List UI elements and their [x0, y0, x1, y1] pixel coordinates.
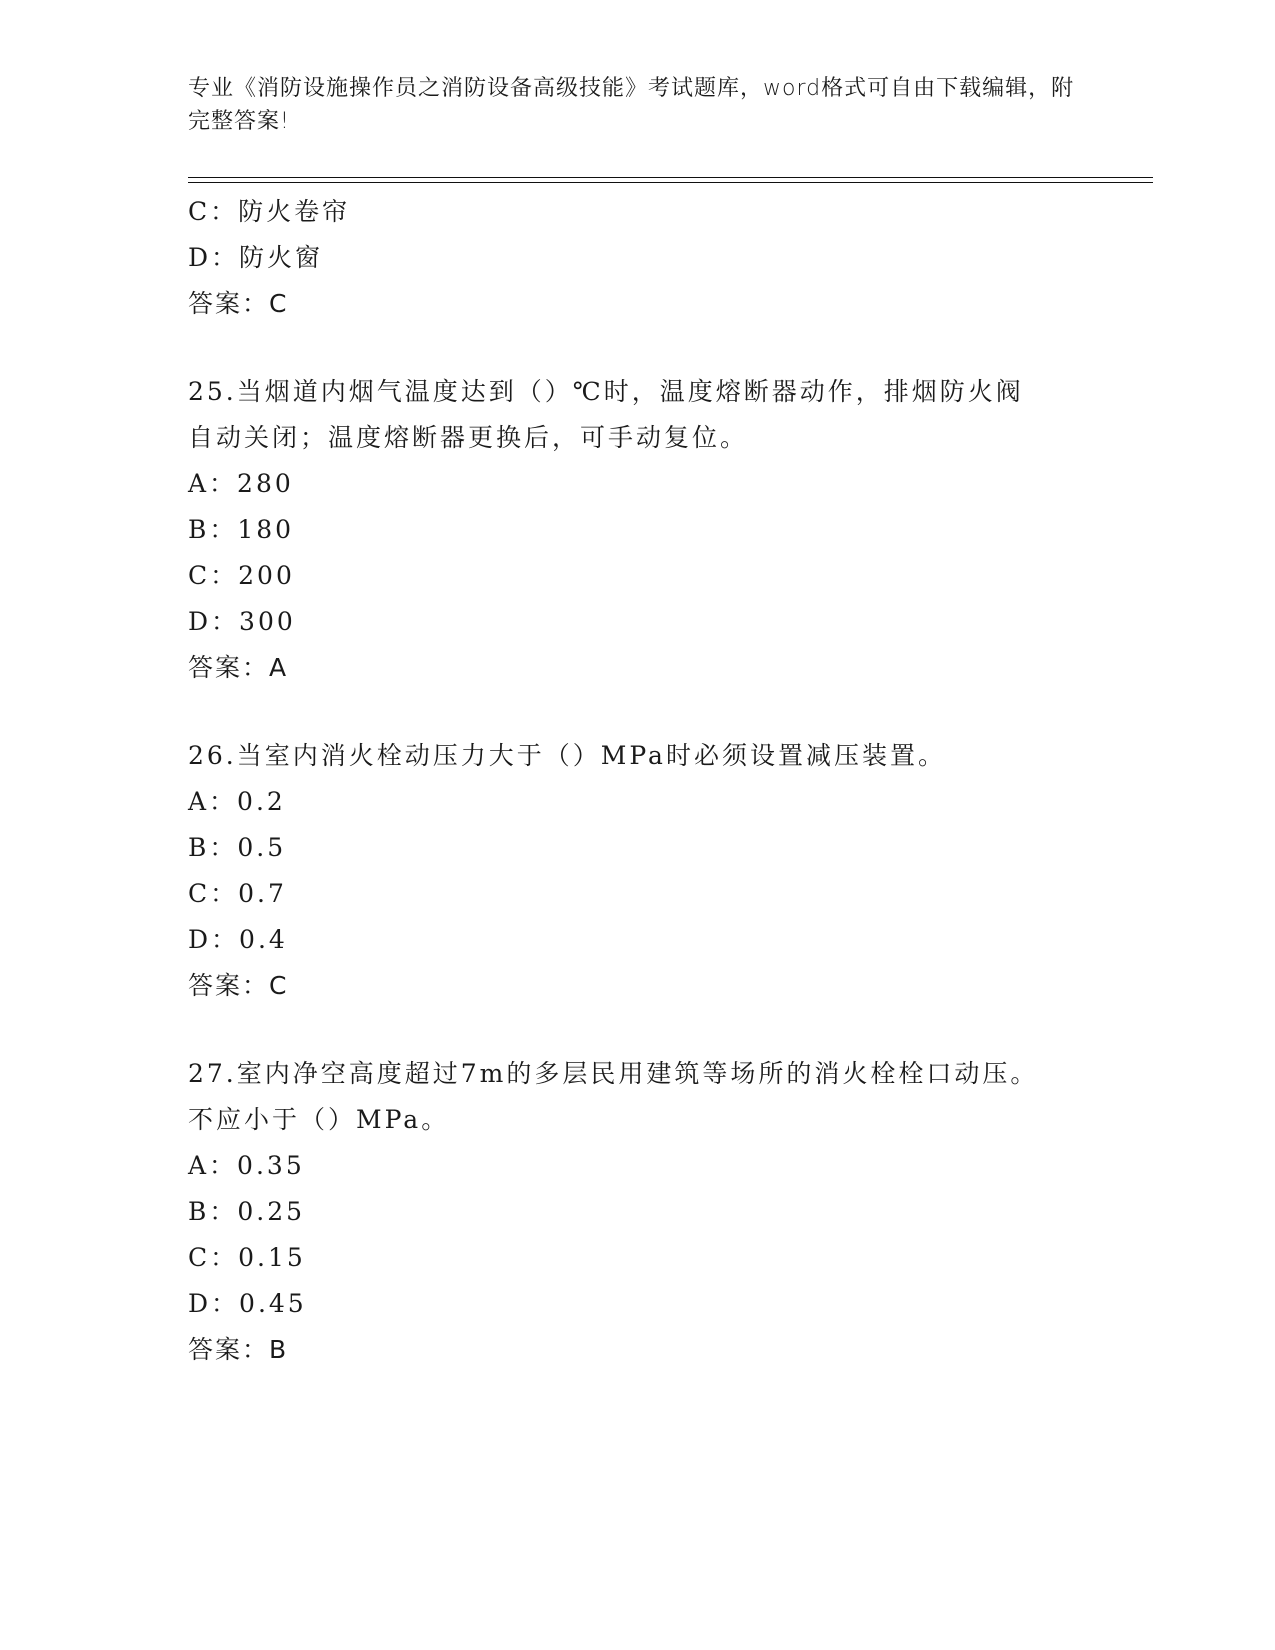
option-c: C：防火卷帘 — [188, 197, 351, 226]
answer-line: 答案：B — [188, 1335, 289, 1364]
question-stem: 27.室内净空高度超过7m的多层民用建筑等场所的消火栓栓口动压。不应小于（）MPa。 — [188, 1059, 1039, 1134]
option-b: B：0.5 — [188, 833, 287, 862]
option-b: B：0.25 — [188, 1197, 306, 1226]
option-c: C：0.15 — [188, 1243, 306, 1272]
question-block-26 — [188, 733, 1108, 1009]
header-divider-bottom — [188, 182, 1153, 183]
question-block-27 — [188, 1051, 1108, 1373]
question-stem: 26.当室内消火栓动压力大于（）MPa时必须设置减压装置。 — [188, 741, 946, 770]
answer-line: 答案：C — [188, 289, 289, 318]
option-a: A：0.2 — [188, 787, 286, 816]
option-a: A：0.35 — [188, 1151, 305, 1180]
option-d: D：300 — [188, 607, 296, 636]
question-block-25 — [188, 369, 1108, 691]
document-header: 专业《消防设施操作员之消防设备高级技能》考试题库，word格式可自由下载编辑，附完整答案! — [188, 76, 1075, 134]
question-block-partial — [188, 189, 1108, 327]
answer-line: 答案：A — [188, 653, 289, 682]
option-a: A：280 — [188, 469, 294, 498]
option-d: D：防火窗 — [188, 243, 324, 272]
question-stem: 25.当烟道内烟气温度达到（）℃时，温度熔断器动作，排烟防火阀自动关闭；温度熔断器更换后，可手动复位。 — [188, 377, 1024, 452]
option-c: C：0.7 — [188, 879, 287, 908]
option-b: B：180 — [188, 515, 295, 544]
option-d: D：0.4 — [188, 925, 288, 954]
answer-line: 答案：C — [188, 971, 289, 1000]
option-d: D：0.45 — [188, 1289, 307, 1318]
option-c: C：200 — [188, 561, 295, 590]
header-divider-top — [188, 177, 1153, 178]
question-list — [188, 189, 1108, 1373]
